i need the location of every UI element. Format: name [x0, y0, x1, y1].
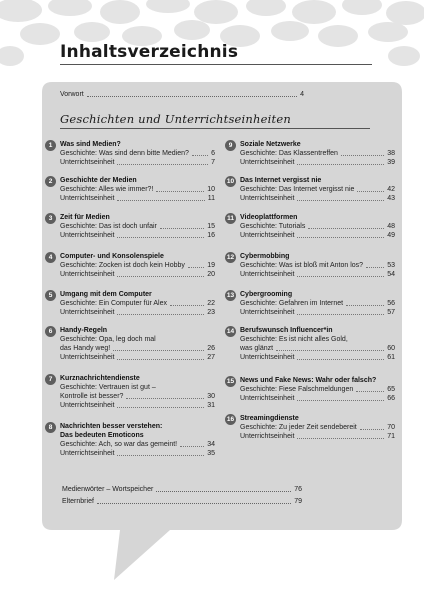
toc-wortspeicher[interactable] — [62, 484, 302, 494]
leader-dots — [87, 96, 297, 97]
story-line-a: Geschichte: Es ist nicht alles Gold, — [240, 336, 348, 343]
lesson-line: Unterrichtseinheit 61 — [240, 354, 395, 361]
toc-entry-9[interactable] — [228, 140, 395, 167]
story-line: Geschichte: Tutorials 48 — [240, 223, 395, 230]
page-number: 23 — [207, 309, 215, 316]
entry-title: Cybermobbing — [240, 253, 290, 260]
page-number: 57 — [387, 309, 395, 316]
page-number: 30 — [207, 393, 215, 400]
lesson-line: Unterrichtseinheit 66 — [240, 395, 395, 402]
entry-title: Was sind Medien? — [60, 141, 121, 148]
chapter-number-badge: 3 — [45, 213, 56, 224]
story-line: Geschichte: Ach, so war das gemeint! 34 — [60, 441, 215, 448]
toc-entry-5[interactable] — [48, 290, 215, 317]
chapter-number-badge: 8 — [45, 422, 56, 433]
lesson-line: Unterrichtseinheit 20 — [60, 271, 215, 278]
page-title: Inhaltsverzeichnis — [60, 42, 239, 62]
page-number: 70 — [387, 424, 395, 431]
entry-title: Das Internet vergisst nie — [240, 177, 322, 184]
story-line: Geschichte: Das ist doch unfair 15 — [60, 223, 215, 230]
entry-title: News und Fake News: Wahr oder falsch? — [240, 377, 377, 384]
entry-title: Geschichte der Medien — [60, 177, 137, 184]
entry-title: Streamingdienste — [240, 415, 299, 422]
page-number: 19 — [207, 262, 215, 269]
page-number: 43 — [387, 195, 395, 202]
toc-entry-12[interactable] — [226, 252, 395, 279]
section-title: Geschichten und Unterrichtseinheiten — [60, 112, 291, 126]
page-number: 7 — [211, 159, 215, 166]
story-line: Geschichte: Was ist bloß mit Anton los? 53 — [240, 262, 395, 269]
chapter-number-badge: 15 — [226, 378, 235, 385]
entry-title: Handy-Regeln — [60, 327, 108, 334]
story-line: Geschichte: Zocken ist doch kein Hobby 19 — [60, 262, 215, 269]
page-number: 61 — [387, 354, 395, 361]
toc-entry-14[interactable] — [226, 326, 395, 362]
lesson-line: Unterrichtseinheit 35 — [60, 450, 215, 457]
chapter-number-badge: 4 — [45, 252, 56, 263]
section-underline — [60, 128, 370, 129]
lesson-line: Unterrichtseinheit 57 — [240, 309, 395, 316]
page-number: 27 — [207, 354, 215, 361]
lesson-line: Unterrichtseinheit 49 — [240, 232, 395, 239]
vorwort-label: Vorwort — [60, 91, 84, 98]
lesson-line: Unterrichtseinheit 7 — [60, 159, 215, 166]
toc-vorwort[interactable] — [60, 89, 304, 99]
chapter-number-badge: 13 — [226, 292, 235, 299]
page-number: 60 — [387, 345, 395, 352]
chapter-number-badge: 11 — [225, 213, 236, 224]
toc-entry-3[interactable] — [48, 213, 215, 240]
page-number: 26 — [207, 345, 215, 352]
chapter-number-badge: 7 — [45, 374, 56, 385]
page-number: 42 — [387, 186, 395, 193]
lesson-line: Unterrichtseinheit 16 — [60, 232, 215, 239]
page-number: 66 — [387, 395, 395, 402]
entry-title: Soziale Netzwerke — [240, 141, 301, 148]
page-number: 15 — [207, 223, 215, 230]
lesson-line: Unterrichtseinheit 43 — [240, 195, 395, 202]
story-line: Geschichte: Zu jeder Zeit sendebereit 70 — [240, 424, 395, 431]
page-number: 65 — [387, 386, 395, 393]
toc-entry-16[interactable] — [226, 414, 395, 441]
wortspeicher-label: Medienwörter – Wortspeicher — [62, 486, 154, 493]
toc-entry-8[interactable] — [48, 422, 215, 458]
page-number: 20 — [207, 271, 215, 278]
page-number: 35 — [207, 450, 215, 457]
story-line: Geschichte: Alles wie immer?! 10 — [60, 186, 215, 193]
lesson-line: Unterrichtseinheit 39 — [240, 159, 395, 166]
page-number: 38 — [387, 150, 395, 157]
entry-title-line-2: Das bedeuten Emoticons — [60, 432, 144, 439]
chapter-number-badge: 16 — [226, 416, 235, 423]
toc-entry-6[interactable] — [48, 326, 215, 362]
page-number: 11 — [207, 195, 215, 202]
toc-entry-15[interactable] — [226, 376, 395, 403]
toc-entry-4[interactable] — [48, 252, 215, 279]
page-number: 34 — [207, 441, 215, 448]
toc-entry-7[interactable] — [48, 374, 215, 410]
entry-title: Kurznachrichtendienste — [60, 375, 140, 382]
story-line-b: Kontrolle ist besser? 30 — [60, 393, 215, 400]
story-line-b: das Handy weg! 26 — [60, 345, 215, 352]
page-number: 6 — [211, 150, 215, 157]
page-number: 54 — [387, 271, 395, 278]
page-number: 56 — [387, 300, 395, 307]
lesson-line: Unterrichtseinheit 31 — [60, 402, 215, 409]
story-line: Geschichte: Ein Computer für Alex 22 — [60, 300, 215, 307]
toc-entry-1[interactable] — [48, 140, 215, 167]
page-number: 39 — [387, 159, 395, 166]
entry-title: Umgang mit dem Computer — [60, 291, 152, 298]
story-line: Geschichte: Das Klassentreffen 38 — [240, 150, 395, 157]
page-number: 53 — [387, 262, 395, 269]
page-number: 16 — [207, 232, 215, 239]
lesson-line: Unterrichtseinheit 27 — [60, 354, 215, 361]
page-number: 49 — [387, 232, 395, 239]
toc-elternbrief[interactable] — [62, 496, 302, 506]
entry-title: Videoplattformen — [240, 214, 298, 221]
chapter-number-badge: 9 — [225, 140, 236, 151]
toc-entry-10[interactable] — [226, 176, 395, 203]
chapter-number-badge: 12 — [226, 254, 235, 261]
lesson-line: Unterrichtseinheit 54 — [240, 271, 395, 278]
toc-entry-2[interactable] — [48, 176, 215, 203]
page-number: 22 — [207, 300, 215, 307]
story-line-a: Geschichte: Opa, leg doch mal — [60, 336, 156, 343]
entry-title: Berufswunsch Influencer*in — [240, 327, 333, 334]
lesson-line: Unterrichtseinheit 71 — [240, 433, 395, 440]
elternbrief-label: Elternbrief — [62, 498, 94, 505]
page-number: 10 — [207, 186, 215, 193]
page-number: 48 — [387, 223, 395, 230]
story-line: Geschichte: Was sind denn bitte Medien? 6 — [60, 150, 215, 157]
entry-title: Cybergrooming — [240, 291, 293, 298]
chapter-number-badge: 6 — [45, 326, 56, 337]
toc-entry-13[interactable] — [226, 290, 395, 317]
toc-entry-11[interactable] — [227, 213, 395, 240]
story-line: Geschichte: Fiese Falschmeldungen 65 — [240, 386, 395, 393]
chapter-number-badge: 10 — [226, 178, 235, 185]
entry-title: Computer- und Konsolenspiele — [60, 253, 164, 260]
story-line: Geschichte: Gefahren im Internet 56 — [240, 300, 395, 307]
elternbrief-page: 79 — [294, 498, 302, 505]
chapter-number-badge: 1 — [45, 140, 56, 151]
lesson-line: Unterrichtseinheit 23 — [60, 309, 215, 316]
story-line: Geschichte: Das Internet vergisst nie 42 — [240, 186, 395, 193]
lesson-line: Unterrichtseinheit 11 — [60, 195, 215, 202]
chapter-number-badge: 2 — [45, 176, 56, 187]
chapter-number-badge: 5 — [45, 290, 56, 301]
story-line-a: Geschichte: Vertrauen ist gut – — [60, 384, 156, 391]
entry-title: Zeit für Medien — [60, 214, 110, 221]
vorwort-page: 4 — [300, 91, 304, 98]
story-line-b: was glänzt 60 — [240, 345, 395, 352]
page-number: 71 — [387, 433, 395, 440]
entry-title: Nachrichten besser verstehen: — [60, 423, 163, 430]
wortspeicher-page: 76 — [294, 486, 302, 493]
page-number: 31 — [207, 402, 215, 409]
chapter-number-badge: 14 — [226, 328, 235, 335]
